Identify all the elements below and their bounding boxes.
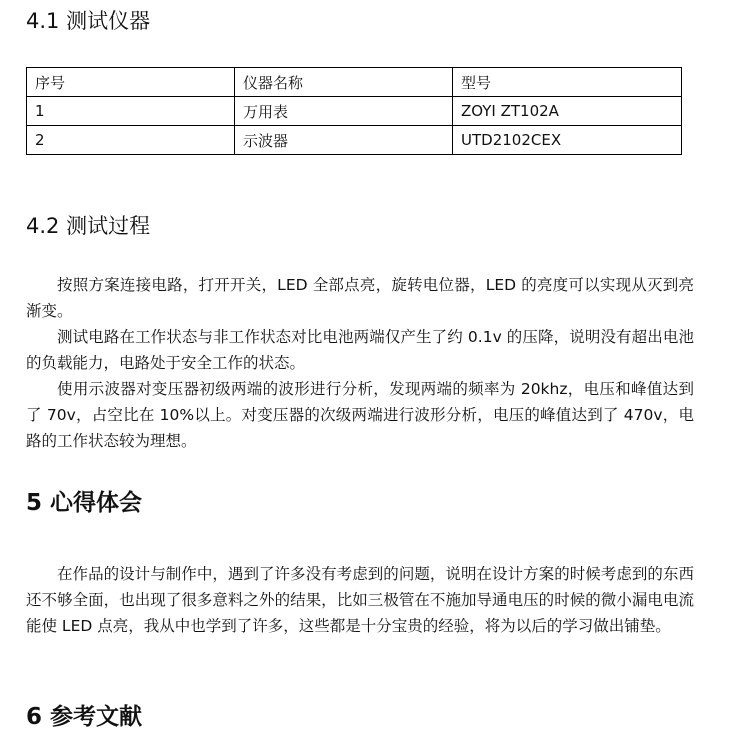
table-header-cell: 型号: [453, 68, 682, 97]
section-4-1-heading: 4.1 测试仪器: [26, 9, 151, 33]
paragraph: 按照方案连接电路，打开开关，LED 全部点亮，旋转电位器，LED 的亮度可以实现从灭到亮渐变。: [26, 276, 694, 320]
section-4-2-heading: 4.2 测试过程: [26, 214, 151, 238]
table-header-row: [27, 68, 682, 97]
section-4-2-body: [26, 272, 694, 454]
paragraph: 使用示波器对变压器初级两端的波形进行分析，发现两端的频率为 20khz，电压和峰值达到了 70v，占空比在 10%以上。对变压器的次级两端进行波形分析，电压的峰值达到了 470v，电路的工作状态较为理想。: [26, 380, 694, 450]
instrument-table: [26, 67, 682, 155]
table-cell: UTD2102CEX: [453, 126, 682, 155]
table-cell: 2: [27, 126, 235, 155]
section-5-heading: 5 心得体会: [26, 490, 143, 516]
section-6-heading: 6 参考文献: [26, 704, 143, 730]
table-header-cell: 仪器名称: [235, 68, 453, 97]
section-5-body: [26, 561, 694, 639]
table-row: [27, 97, 682, 126]
paragraph: 在作品的设计与制作中，遇到了许多没有考虑到的问题，说明在设计方案的时候考虑到的东西还不够全面，也出现了很多意料之外的结果，比如三极管在不施加导通电压的时候的微小漏电电流能使 LED 点亮，我从中也学到了许多，这些都是十分宝贵的经验，将为以后的学习做出铺垫。: [26, 565, 694, 635]
table-cell: 万用表: [235, 97, 453, 126]
table-cell: 示波器: [235, 126, 453, 155]
table-cell: 1: [27, 97, 235, 126]
table-cell: ZOYI ZT102A: [453, 97, 682, 126]
table-row: [27, 126, 682, 155]
table-header-cell: 序号: [27, 68, 235, 97]
paragraph: 测试电路在工作状态与非工作状态对比电池两端仅产生了约 0.1v 的压降，说明没有超出电池的负载能力，电路处于安全工作的状态。: [26, 328, 694, 372]
